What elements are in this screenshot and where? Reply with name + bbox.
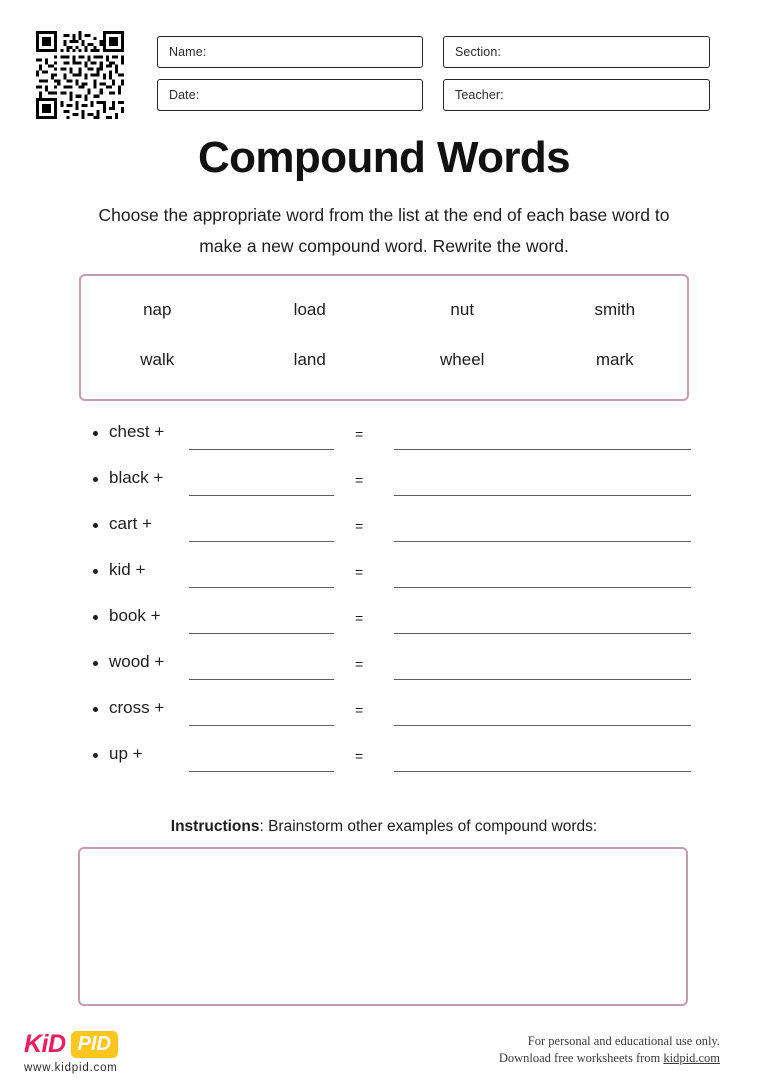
footer-note [499,1033,720,1067]
footer-site-link[interactable]: kidpid.com [663,1051,720,1065]
exercise-base-word: book + [109,606,161,625]
exercise-blank-answer[interactable] [394,449,691,450]
exercise-blank-answer[interactable] [394,541,691,542]
exercise-base-word: kid + [109,560,146,579]
exercise-base-word: chest + [109,422,165,441]
exercise-list [79,420,694,788]
exercise-blank-word[interactable] [189,633,334,634]
name-field[interactable] [157,36,423,68]
exercise-blank-answer[interactable] [394,587,691,588]
exercise-row [79,420,694,466]
footer-note-prefix: Download free worksheets from [498,1051,664,1065]
word-bank-word: wheel [440,350,485,369]
exercise-blank-answer[interactable] [394,725,691,726]
equals-sign: = [355,748,364,764]
exercise-blank-answer[interactable] [394,633,691,634]
exercise-row [79,604,694,650]
exercise-row [79,512,694,558]
word-bank-row [81,300,691,320]
exercise-blank-word[interactable] [189,587,334,588]
logo-kid-text: KiD [24,1029,66,1058]
word-bank-word: smith [594,300,636,319]
worksheet-subtitle: Choose the appropriate word from the list at the end of each base word to make a new compound word. Rewrite the word. [98,205,670,256]
teacher-field-label: Teacher: [455,88,504,102]
exercise-blank-answer[interactable] [394,679,691,680]
bullet-icon [93,661,98,666]
logo-url: www.kidpid.com [24,1062,118,1074]
equals-sign: = [355,426,364,442]
section-field-label: Section: [455,45,501,59]
exercise-row [79,696,694,742]
bullet-icon [93,569,98,574]
exercise-base-word: black + [109,468,164,487]
word-bank-word: load [293,300,326,319]
footer-note-line2 [499,1050,720,1067]
instructions-text: : Brainstorm other examples of compound words: [259,818,598,835]
exercise-blank-word[interactable] [189,449,334,450]
exercise-row [79,650,694,696]
equals-sign: = [355,610,364,626]
exercise-blank-word[interactable] [189,495,334,496]
exercise-blank-word[interactable] [189,771,334,772]
footer-note-line1: For personal and educational use only. [527,1034,720,1048]
brainstorm-answer-box[interactable] [78,847,688,1006]
date-field-label: Date: [169,88,200,102]
equals-sign: = [355,564,364,580]
word-bank-word: walk [140,350,175,369]
equals-sign: = [355,518,364,534]
section-field[interactable] [443,36,710,68]
logo-pid-badge: PID [71,1031,118,1058]
bullet-icon [93,523,98,528]
exercise-row [79,466,694,512]
exercise-blank-word[interactable] [189,541,334,542]
exercise-blank-answer[interactable] [394,495,691,496]
exercise-blank-word[interactable] [189,725,334,726]
name-field-label: Name: [169,45,207,59]
word-bank-row [81,350,691,370]
exercise-blank-word[interactable] [189,679,334,680]
bullet-icon [93,615,98,620]
page-title: Compound Words [197,133,571,182]
word-bank [79,274,689,401]
qr-code-icon [33,31,127,119]
exercise-base-word: cross + [109,698,165,717]
brainstorm-instructions [0,818,768,836]
worksheet-header [0,0,768,120]
equals-sign: = [355,472,364,488]
bullet-icon [93,753,98,758]
bullet-icon [93,477,98,482]
exercise-blank-answer[interactable] [394,771,691,772]
exercise-base-word: cart + [109,514,152,533]
equals-sign: = [355,656,364,672]
bullet-icon [93,431,98,436]
teacher-field[interactable] [443,79,710,111]
word-bank-word: nut [450,300,475,319]
bullet-icon [93,707,98,712]
logo-mark [24,1031,204,1057]
equals-sign: = [355,702,364,718]
exercise-base-word: wood + [109,652,165,671]
exercise-row [79,742,694,788]
word-bank-word: mark [595,350,634,369]
date-field[interactable] [157,79,423,111]
word-bank-word: land [293,350,326,369]
kidpid-logo[interactable] [24,1031,204,1079]
exercise-row [79,558,694,604]
exercise-base-word: up + [109,744,143,763]
instructions-label: Instructions [170,818,260,835]
word-bank-word: nap [143,300,172,319]
